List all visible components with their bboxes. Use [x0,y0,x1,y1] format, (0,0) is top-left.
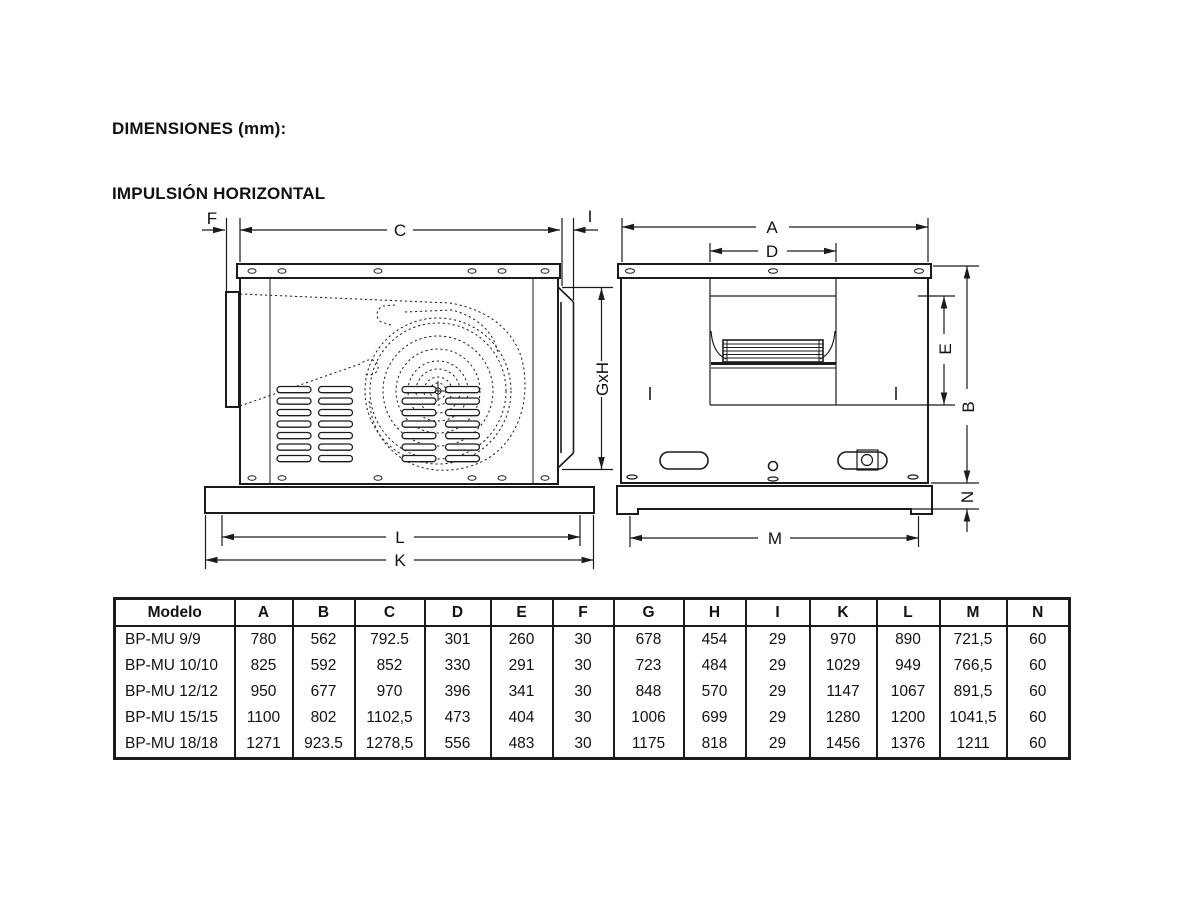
value-cell: 699 [684,705,746,731]
value-cell: 723 [614,653,684,679]
value-cell: 454 [684,626,746,653]
value-cell: 30 [553,705,614,731]
front-view-base [617,486,932,514]
value-cell: 484 [684,653,746,679]
dim-label-gxh: GxH [593,362,612,396]
value-cell: 923.5 [293,731,355,759]
column-header: C [355,599,425,627]
value-cell: 891,5 [940,679,1007,705]
value-cell: 818 [684,731,746,759]
value-cell: 1041,5 [940,705,1007,731]
value-cell: 1200 [877,705,940,731]
value-cell: 396 [425,679,491,705]
value-cell: 1147 [810,679,877,705]
model-cell: BP-MU 12/12 [125,683,219,700]
side-view-drawing [202,207,613,570]
value-cell: 570 [684,679,746,705]
value-cell: 60 [1007,705,1070,731]
column-header: F [553,599,614,627]
table-row [115,731,1070,759]
value-cell: 825 [235,653,293,679]
value-cell: 291 [491,653,553,679]
table-row [115,705,1070,731]
value-cell: 1029 [810,653,877,679]
dimension-f [202,209,240,292]
column-header: L [877,599,940,627]
value-cell: 30 [553,626,614,653]
value-cell: 592 [293,653,355,679]
column-header: D [425,599,491,627]
dim-label-a: A [766,218,778,237]
face-details [627,387,918,481]
value-cell: 1006 [614,705,684,731]
page-title: DIMENSIONES (mm): [112,119,287,138]
value-cell: 1278,5 [355,731,425,759]
model-cell: BP-MU 9/9 [125,631,201,648]
dimension-i [562,207,598,300]
value-cell: 29 [746,705,810,731]
value-cell: 473 [425,705,491,731]
value-cell: 30 [553,731,614,759]
column-header: K [810,599,877,627]
value-cell: 1067 [877,679,940,705]
value-cell: 678 [614,626,684,653]
column-header: B [293,599,355,627]
value-cell: 792.5 [355,626,425,653]
dim-label-c: C [393,221,407,240]
value-cell: 330 [425,653,491,679]
column-header: N [1007,599,1070,627]
model-cell: BP-MU 18/18 [125,735,219,752]
value-cell: 1102,5 [355,705,425,731]
value-cell: 30 [553,653,614,679]
table-row [115,626,1070,653]
value-cell: 766,5 [940,653,1007,679]
value-cell: 60 [1007,679,1070,705]
outlet-collar [558,287,574,468]
value-cell: 802 [293,705,355,731]
louver-grid [277,387,480,462]
value-cell: 890 [877,626,940,653]
value-cell: 1100 [235,705,293,731]
dim-label-n: N [958,490,977,504]
value-cell: 852 [355,653,425,679]
value-cell: 404 [491,705,553,731]
value-cell: 1271 [235,731,293,759]
dimension-c [240,221,560,240]
column-header: I [746,599,810,627]
value-cell: 721,5 [940,626,1007,653]
value-cell: 1376 [877,731,940,759]
dim-label-i: I [587,207,593,226]
value-cell: 1456 [810,731,877,759]
dim-label-m: M [767,529,783,548]
table-header-row [115,599,1070,627]
dimension-gxh [562,288,613,470]
dim-label-f: F [206,209,218,228]
value-cell: 60 [1007,626,1070,653]
value-cell: 29 [746,731,810,759]
dimension-l [222,515,580,547]
dim-label-l: L [395,528,405,547]
table-body [115,626,1070,759]
value-cell: 483 [491,731,553,759]
value-cell: 341 [491,679,553,705]
model-cell: BP-MU 15/15 [125,709,219,726]
model-cell: BP-MU 10/10 [125,657,219,674]
dim-label-d: D [765,242,779,261]
fan-wheel [711,331,836,368]
value-cell: 780 [235,626,293,653]
table-row [115,679,1070,705]
dimension-m [630,516,919,548]
section-title: IMPULSIÓN HORIZONTAL [112,184,326,203]
value-cell: 29 [746,653,810,679]
value-cell: 1211 [940,731,1007,759]
column-header: H [684,599,746,627]
column-header: E [491,599,553,627]
value-cell: 29 [746,626,810,653]
column-header: Modelo [115,599,235,627]
front-view-drawing [617,218,979,548]
value-cell: 60 [1007,731,1070,759]
column-header: G [614,599,684,627]
value-cell: 950 [235,679,293,705]
dim-label-b: B [959,401,978,413]
table-row [115,653,1070,679]
value-cell: 970 [355,679,425,705]
column-header: M [940,599,1007,627]
value-cell: 949 [877,653,940,679]
dim-label-e: E [936,343,955,355]
value-cell: 29 [746,679,810,705]
side-view-base [205,487,594,513]
value-cell: 970 [810,626,877,653]
front-view-cabinet [618,264,931,483]
value-cell: 30 [553,679,614,705]
value-cell: 677 [293,679,355,705]
value-cell: 260 [491,626,553,653]
value-cell: 60 [1007,653,1070,679]
value-cell: 848 [614,679,684,705]
dimension-b [931,266,979,483]
column-header: A [235,599,293,627]
dim-label-k: K [394,551,406,570]
value-cell: 1280 [810,705,877,731]
value-cell: 562 [293,626,355,653]
value-cell: 301 [425,626,491,653]
dimension-d [710,242,836,262]
value-cell: 556 [425,731,491,759]
dimensions-table [113,597,1071,760]
value-cell: 1175 [614,731,684,759]
